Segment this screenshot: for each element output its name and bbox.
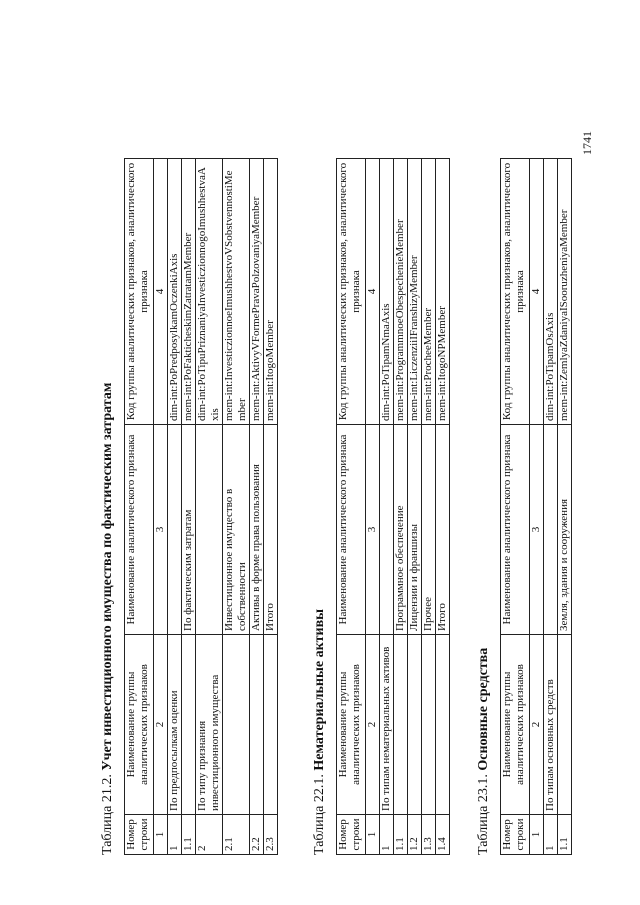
header-cell: Код группы аналитических признаков, аналитического признака [125, 159, 154, 425]
group-name: По предпосылкам оценки [168, 635, 182, 815]
caption-prefix: Таблица 21.2. [100, 774, 115, 855]
code: mem-int:PoFakticheskimZatratamMember [182, 159, 196, 425]
table-row [196, 159, 223, 855]
table-caption [312, 609, 328, 855]
code: mem-int:AktivyVFormePravaPolzovaniyaMember [250, 159, 264, 425]
table-row [436, 159, 450, 855]
group-name [422, 635, 436, 815]
caption-prefix: Таблица 22.1. [312, 774, 327, 855]
attribute-name: По фактическим затратам [182, 425, 196, 635]
page-number: 1741 [580, 131, 594, 155]
column-number: 2 [154, 635, 168, 815]
table-row [544, 159, 558, 855]
row-number: 2.3 [264, 815, 278, 855]
header-cell: Код группы аналитических признаков, аналитического признака [337, 159, 366, 425]
code: dim-int:PoTipuPriznaniyaInvesticzionnogoImushhestvaAxis [196, 159, 223, 425]
group-name [408, 635, 422, 815]
group-name [250, 635, 264, 815]
attribute-name: Программное обеспечение [394, 425, 408, 635]
row-number: 2.2 [250, 815, 264, 855]
attribute-name: Итого [264, 425, 278, 635]
attribute-name [380, 425, 394, 635]
column-number: 2 [530, 635, 544, 815]
row-number: 1.1 [182, 815, 196, 855]
table-header-row [337, 159, 366, 855]
table-intangible-assets [336, 158, 450, 855]
table-header-row [125, 159, 154, 855]
group-name [182, 635, 196, 815]
table-row [168, 159, 182, 855]
attribute-name: Активы в форме права пользования [250, 425, 264, 635]
column-number: 3 [154, 425, 168, 635]
group-name [394, 635, 408, 815]
table-fixed-assets [500, 158, 572, 855]
attribute-name: Инвестиционное имущество в собственности [223, 425, 250, 635]
attribute-name: Прочее [422, 425, 436, 635]
header-cell: Наименование группы аналитических признаков [125, 635, 154, 815]
attribute-name: Итого [436, 425, 450, 635]
header-cell: Номер строки [501, 815, 530, 855]
caption-prefix: Таблица 23.1. [476, 774, 491, 855]
column-number: 1 [154, 815, 168, 855]
group-name [436, 635, 450, 815]
row-number: 1.3 [422, 815, 436, 855]
column-number-row [366, 159, 380, 855]
header-cell: Наименование аналитического признака [125, 425, 154, 635]
row-number: 2 [196, 815, 223, 855]
row-number: 1 [168, 815, 182, 855]
header-cell: Наименование группы аналитических признаков [501, 635, 530, 815]
code: mem-int:InvesticzionnoeImushhestvoVSobstvennostiMember [223, 159, 250, 425]
column-number: 4 [530, 159, 544, 425]
column-number: 4 [366, 159, 380, 425]
attribute-name [168, 425, 182, 635]
attribute-name [196, 425, 223, 635]
code: mem-int:LiczenziiIFranshizyMember [408, 159, 422, 425]
table-investment-property [124, 158, 278, 855]
row-number: 1 [380, 815, 394, 855]
table-row [408, 159, 422, 855]
row-number: 2.1 [223, 815, 250, 855]
header-cell: Номер строки [125, 815, 154, 855]
group-name: По типам нематериальных активов [380, 635, 394, 815]
header-cell: Наименование аналитического признака [337, 425, 366, 635]
table-caption [100, 383, 116, 855]
table-row [380, 159, 394, 855]
caption-title: Учет инвестиционного имущества по фактическим затратам [100, 382, 115, 771]
code: mem-int:ProgrammnoeObespechenieMember [394, 159, 408, 425]
header-cell: Номер строки [337, 815, 366, 855]
table-row [558, 159, 572, 855]
group-name [264, 635, 278, 815]
attribute-name: Лицензии и франшизы [408, 425, 422, 635]
row-number: 1.1 [558, 815, 572, 855]
attribute-name [544, 425, 558, 635]
table-row [394, 159, 408, 855]
group-name: По типам основных средств [544, 635, 558, 815]
table-row [182, 159, 196, 855]
code: mem-int:ItogoMember [264, 159, 278, 425]
table-caption [476, 648, 492, 855]
caption-title: Нематериальные активы [312, 608, 327, 771]
code: mem-int:ZemlyaZdaniyaISooruzheniyaMember [558, 159, 572, 425]
column-number: 1 [530, 815, 544, 855]
table-row [264, 159, 278, 855]
table-header-row [501, 159, 530, 855]
group-name [558, 635, 572, 815]
group-name [223, 635, 250, 815]
group-name: По типу признания инвестиционного имущества [196, 635, 223, 815]
table-row [422, 159, 436, 855]
caption-title: Основные средства [476, 647, 491, 771]
code: dim-int:PoTipamOsAxis [544, 159, 558, 425]
row-number: 1.1 [394, 815, 408, 855]
code: mem-int:ItogoNPMember [436, 159, 450, 425]
attribute-name: Земля, здания и сооружения [558, 425, 572, 635]
table-row [250, 159, 264, 855]
column-number-row [530, 159, 544, 855]
header-cell: Код группы аналитических признаков, аналитического признака [501, 159, 530, 425]
code: dim-int:PoPredposylkamOczenkiAxis [168, 159, 182, 425]
code: dim-int:PoTipamNmaAxis [380, 159, 394, 425]
column-number: 3 [366, 425, 380, 635]
header-cell: Наименование аналитического признака [501, 425, 530, 635]
row-number: 1.4 [436, 815, 450, 855]
column-number: 4 [154, 159, 168, 425]
table-row [223, 159, 250, 855]
column-number: 1 [366, 815, 380, 855]
code: mem-int:ProcheeMember [422, 159, 436, 425]
rotated-content [100, 65, 610, 855]
column-number-row [154, 159, 168, 855]
column-number: 3 [530, 425, 544, 635]
column-number: 2 [366, 635, 380, 815]
header-cell: Наименование группы аналитических признаков [337, 635, 366, 815]
row-number: 1 [544, 815, 558, 855]
row-number: 1.2 [408, 815, 422, 855]
